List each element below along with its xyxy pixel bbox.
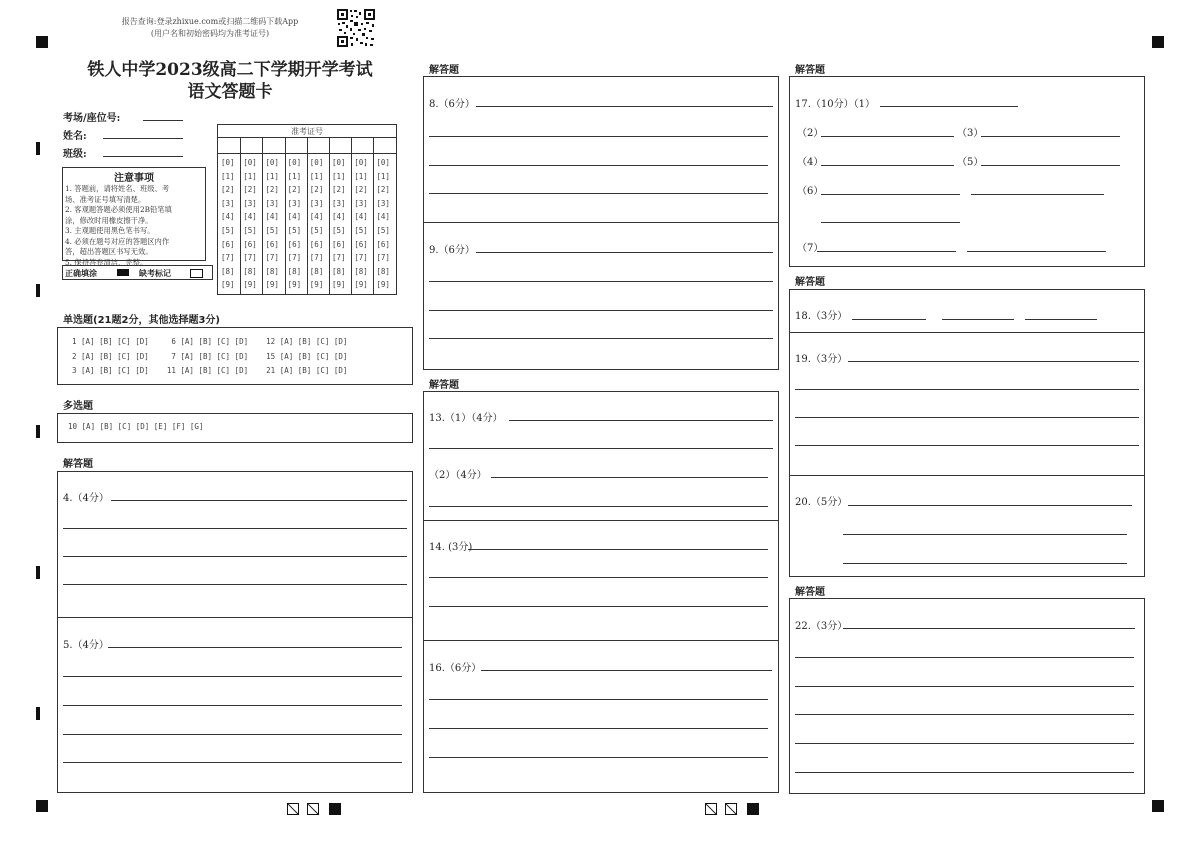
name-field[interactable] — [103, 138, 183, 139]
answer-line[interactable] — [843, 563, 1127, 564]
timing-mark — [36, 36, 48, 48]
question-label: 14. (3分) — [429, 542, 473, 553]
exam-id-digit-bubble[interactable]: [6] — [332, 239, 346, 249]
grid-column-divider — [351, 137, 352, 294]
answer-line[interactable] — [795, 743, 1134, 744]
exam-id-digit-bubble[interactable]: [2] — [332, 185, 346, 195]
answer-line[interactable] — [63, 528, 407, 529]
timing-mark — [1152, 800, 1164, 812]
timing-mark — [36, 425, 40, 438]
timing-mark — [36, 707, 40, 720]
answer-line[interactable] — [509, 420, 773, 421]
answer-line[interactable] — [795, 389, 1139, 390]
exam-id-digit-bubble[interactable]: [4] — [354, 212, 368, 222]
answer-line[interactable] — [817, 251, 956, 252]
notice-item: 3. 主观题使用黑色笔书写。 — [65, 226, 155, 235]
exam-id-digit-bubble[interactable]: [5] — [265, 226, 279, 235]
answer-line[interactable] — [843, 628, 1135, 629]
question-label: 4.（4分） — [63, 493, 109, 504]
question-label: 9.（6分） — [429, 245, 475, 256]
exam-id-digit-bubble[interactable]: [2] — [354, 185, 368, 195]
single-choice-box — [57, 327, 413, 385]
exam-id-digit-bubble[interactable]: [5] — [309, 226, 324, 235]
exam-id-digit-bubble[interactable]: [7] — [243, 253, 257, 263]
exam-id-digit-bubble[interactable]: [1] — [309, 171, 324, 181]
section-title: 解答题 — [63, 459, 93, 470]
choice-row[interactable]: 1 [A] [B] [C] [D] 6 [A] [B] [C] [D] 12 [A] [B] [C] [D] — [72, 337, 348, 346]
choice-row[interactable]: 10 [A] [B] [C] [D] [E] [F] [G] — [68, 422, 204, 431]
answer-line[interactable] — [108, 647, 402, 648]
question-label: （2） — [797, 128, 824, 139]
room-seat-field[interactable] — [143, 120, 183, 121]
notice-item: 4. 必须在题号对应的答题区内作 — [65, 236, 170, 246]
page-code-mark — [725, 803, 737, 815]
exam-id-digit-bubble[interactable]: [9] — [376, 280, 390, 290]
answer-line[interactable] — [429, 728, 768, 729]
answer-line[interactable] — [429, 165, 768, 166]
exam-id-digit-bubble[interactable]: [3] — [354, 198, 368, 208]
question-label: 19.（3分） — [795, 354, 848, 365]
question-label: 8.（6分） — [429, 99, 475, 110]
question-label: 13.（1）（4分） — [429, 413, 503, 424]
answer-line[interactable] — [429, 506, 768, 507]
question-label: （7） — [797, 243, 824, 254]
answer-line[interactable] — [821, 136, 954, 137]
class-label: 班级: — [63, 149, 87, 160]
answer-line[interactable] — [476, 252, 773, 253]
section-title: 解答题 — [795, 587, 825, 598]
exam-id-digit-bubble[interactable]: [8] — [332, 266, 346, 276]
answer-box-q8 — [423, 76, 779, 223]
exam-id-digit-bubble[interactable]: [6] — [243, 239, 257, 249]
answer-line[interactable] — [795, 714, 1134, 715]
answer-line[interactable] — [63, 705, 402, 706]
exam-id-digit-bubble[interactable]: [2] — [221, 185, 235, 195]
exam-id-digit-bubble[interactable]: [0] — [332, 158, 346, 167]
exam-id-digit-bubble[interactable]: [3] — [332, 198, 346, 208]
exam-id-digit-bubble[interactable]: [6] — [376, 239, 390, 249]
notice-item: 2. 客观题答题必须使用2B铅笔填 — [65, 205, 172, 214]
answer-line[interactable] — [821, 222, 960, 223]
exam-id-digit-bubble[interactable]: [4] — [332, 212, 346, 222]
answer-line[interactable] — [795, 657, 1134, 658]
question-label: 22.（3分） — [795, 621, 848, 632]
notice-item: 场、准考证号填写清楚。 — [65, 194, 146, 204]
exam-id-digit-bubble[interactable]: [3] — [287, 198, 302, 208]
answer-line[interactable] — [429, 699, 768, 700]
exam-id-digit-bubble[interactable]: [3] — [309, 198, 324, 208]
timing-mark — [1152, 36, 1164, 48]
answer-line[interactable] — [942, 319, 1014, 320]
answer-line[interactable] — [429, 193, 768, 194]
exam-id-digit-bubble[interactable]: [6] — [309, 239, 324, 249]
exam-id-digit-bubble[interactable]: [2] — [265, 185, 279, 195]
answer-line[interactable] — [843, 534, 1127, 535]
exam-id-digit-bubble[interactable]: [9] — [265, 280, 279, 290]
exam-id-digit-bubble[interactable]: [6] — [287, 239, 302, 249]
notice-item: 答，超出答题区书写无效。 — [65, 247, 153, 256]
page-code-mark — [705, 803, 717, 815]
answer-box-q20 — [789, 475, 1145, 577]
answer-box-q14 — [423, 520, 779, 641]
absent-mark-checkbox[interactable] — [190, 269, 203, 278]
answer-line[interactable] — [848, 361, 1139, 362]
exam-id-digit-bubble[interactable]: [4] — [265, 212, 279, 222]
exam-id-digit-bubble[interactable]: [1] — [287, 171, 302, 181]
answer-line[interactable] — [429, 757, 768, 758]
exam-id-digit-bubble[interactable]: [4] — [287, 212, 302, 222]
exam-id-digit-bubble[interactable]: [8] — [265, 266, 279, 276]
report-line-1: 报告查询:登录zhixue.com或扫描二维码下载App — [121, 17, 299, 26]
exam-id-digit-bubble[interactable]: [7] — [376, 253, 390, 263]
question-label: （4） — [797, 157, 824, 168]
correct-fill-swatch — [117, 269, 129, 276]
answer-line[interactable] — [63, 676, 402, 677]
answer-line[interactable] — [481, 670, 772, 671]
question-label: 18.（3分） — [795, 311, 848, 322]
exam-id-digit-bubble[interactable]: [1] — [354, 171, 368, 181]
exam-id-digit-bubble[interactable]: [8] — [287, 266, 302, 276]
exam-id-digit-bubble[interactable]: [7] — [221, 253, 235, 263]
answer-line[interactable] — [795, 445, 1139, 446]
page-code-mark — [329, 803, 341, 815]
absent-mark-label: 缺考标记 — [139, 268, 171, 278]
exam-id-digit-bubble[interactable]: [4] — [376, 212, 390, 222]
answer-line[interactable] — [852, 319, 926, 320]
grid-column-divider — [373, 137, 374, 294]
exam-id-digit-bubble[interactable]: [9] — [287, 280, 302, 290]
exam-id-digit-bubble[interactable]: [5] — [287, 226, 302, 235]
grid-column-divider — [240, 137, 241, 294]
answer-line[interactable] — [63, 762, 402, 763]
exam-id-digit-bubble[interactable]: [5] — [376, 226, 390, 235]
question-label: 17.（10分）（1） — [795, 99, 875, 110]
exam-id-digit-bubble[interactable]: [6] — [265, 239, 279, 249]
answer-line[interactable] — [795, 686, 1134, 687]
exam-id-digit-bubble[interactable]: [2] — [309, 185, 324, 195]
room-seat-label: 考场/座位号: — [63, 113, 121, 124]
answer-line[interactable] — [429, 448, 773, 449]
exam-id-digit-bubble[interactable]: [4] — [309, 212, 324, 222]
exam-id-digit-bubble[interactable]: [1] — [243, 171, 257, 181]
exam-id-digit-bubble[interactable]: [2] — [243, 185, 257, 195]
answer-line[interactable] — [981, 165, 1120, 166]
question-label: 5.（4分） — [63, 640, 109, 651]
answer-line[interactable] — [111, 500, 407, 501]
grid-column-divider — [329, 137, 330, 294]
exam-id-digit-bubble[interactable]: [0] — [221, 158, 235, 167]
answer-line[interactable] — [821, 194, 960, 195]
exam-id-digit-bubble[interactable]: [3] — [376, 198, 390, 208]
answer-line[interactable] — [795, 772, 1134, 773]
exam-id-digit-bubble[interactable]: [3] — [265, 198, 279, 208]
correct-fill-label: 正确填涂 — [65, 268, 97, 278]
answer-line[interactable] — [880, 106, 1018, 107]
report-info — [100, 16, 320, 40]
choice-row[interactable]: 2 [A] [B] [C] [D] 7 [A] [B] [C] [D] 15 [A] [B] [C] [D] — [72, 351, 348, 361]
multi-choice-box — [57, 413, 413, 443]
exam-id-digit-bubble[interactable]: [8] — [354, 266, 368, 276]
exam-id-digit-bubble[interactable]: [2] — [376, 185, 390, 195]
exam-id-label: 准考证号 — [291, 127, 323, 136]
exam-id-digit-bubble[interactable]: [7] — [332, 253, 346, 263]
exam-id-digit-bubble[interactable]: [9] — [309, 280, 324, 290]
exam-id-digit-bubble[interactable]: [0] — [309, 158, 324, 167]
exam-id-digit-bubble[interactable]: [7] — [309, 253, 324, 263]
exam-id-digit-bubble[interactable]: [5] — [221, 226, 235, 235]
exam-id-digit-bubble[interactable]: [2] — [287, 185, 302, 195]
answer-line[interactable] — [971, 194, 1104, 195]
timing-mark — [36, 800, 48, 812]
exam-id-digit-bubble[interactable]: [1] — [332, 171, 346, 181]
exam-id-digit-bubble[interactable]: [0] — [354, 158, 368, 167]
answer-line[interactable] — [429, 577, 768, 578]
answer-line[interactable] — [821, 165, 954, 166]
exam-id-digit-bubble[interactable]: [1] — [265, 171, 279, 181]
qr-code-icon — [336, 8, 376, 48]
section-title: 解答题 — [795, 65, 825, 76]
answer-box-q9 — [423, 222, 779, 370]
exam-id-digit-bubble[interactable]: [4] — [243, 212, 257, 222]
choice-row[interactable]: 3 [A] [B] [C] [D] 11 [A] [B] [C] [D] 21 [A] [B] [C] [D] — [72, 366, 348, 375]
exam-id-digit-bubble[interactable]: [3] — [243, 198, 257, 208]
exam-id-digit-bubble[interactable]: [5] — [332, 226, 346, 235]
exam-id-digit-bubble[interactable]: [8] — [221, 266, 235, 276]
grid-column-divider — [285, 137, 286, 294]
answer-line[interactable] — [429, 606, 768, 607]
exam-id-digit-bubble[interactable]: [9] — [243, 280, 257, 290]
exam-id-digit-bubble[interactable]: [8] — [243, 266, 257, 276]
fill-legend — [62, 265, 213, 280]
notice-box — [62, 167, 206, 267]
answer-line[interactable] — [476, 106, 773, 107]
notice-item: 1. 答题前，请将姓名、班级、考 — [65, 184, 170, 193]
single-choice-title: 单选题(21题2分，其他选择题3分) — [63, 315, 220, 326]
exam-id-grid — [217, 124, 397, 295]
answer-line[interactable] — [795, 417, 1139, 418]
exam-id-digit-bubble[interactable]: [1] — [376, 171, 390, 181]
exam-id-digit-bubble[interactable]: [9] — [221, 280, 235, 290]
exam-id-digit-bubble[interactable]: [3] — [221, 198, 235, 208]
name-label: 姓名: — [63, 131, 87, 142]
answer-line[interactable] — [429, 338, 773, 339]
question-label: （2）（4分） — [429, 470, 487, 481]
answer-line[interactable] — [1025, 319, 1097, 320]
grid-column-divider — [307, 137, 308, 294]
page-code-mark — [307, 803, 319, 815]
question-label: （6） — [797, 186, 824, 197]
exam-id-digit-bubble[interactable]: [9] — [332, 280, 346, 290]
answer-line[interactable] — [63, 556, 407, 557]
answer-line[interactable] — [468, 549, 768, 550]
class-field[interactable] — [103, 156, 183, 157]
exam-id-digit-bubble[interactable]: [1] — [221, 171, 235, 181]
exam-id-digit-bubble[interactable]: [8] — [309, 266, 324, 276]
answer-line[interactable] — [967, 251, 1106, 252]
exam-id-digit-bubble[interactable]: [0] — [287, 158, 302, 167]
answer-line[interactable] — [429, 310, 773, 311]
exam-id-digit-bubble[interactable]: [9] — [354, 280, 368, 290]
answer-line[interactable] — [63, 584, 407, 585]
timing-mark — [36, 566, 40, 579]
section-title: 解答题 — [429, 65, 459, 76]
exam-id-digit-bubble[interactable]: [7] — [354, 253, 368, 263]
grid-column-divider — [262, 137, 263, 294]
timing-mark — [36, 142, 40, 155]
exam-id-digit-bubble[interactable]: [0] — [265, 158, 279, 167]
exam-id-digit-bubble[interactable]: [6] — [354, 239, 368, 249]
notice-title: 注意事项 — [114, 173, 154, 184]
page-title — [70, 59, 390, 103]
notice-item: 涂，修改时用橡皮擦干净。 — [65, 215, 153, 225]
answer-box-q4 — [57, 471, 413, 618]
notice-item: 5. 保持答卷清洁、完整。 — [65, 257, 148, 267]
exam-id-digit-bubble[interactable]: [5] — [243, 226, 257, 235]
question-label: （5） — [957, 157, 984, 168]
answer-line[interactable] — [63, 734, 402, 735]
title-line-1: 铁人中学2023级高二下学期开学考试 — [87, 60, 373, 80]
exam-id-digit-bubble[interactable]: [5] — [354, 226, 368, 235]
exam-id-digit-bubble[interactable]: [0] — [376, 158, 390, 167]
question-label: 20.（5分） — [795, 497, 848, 508]
exam-id-digit-bubble[interactable]: [8] — [376, 266, 390, 276]
answer-line[interactable] — [981, 136, 1120, 137]
answer-line[interactable] — [491, 477, 768, 478]
multi-choice-title: 多选题 — [63, 401, 93, 412]
exam-id-digit-bubble[interactable]: [7] — [265, 253, 279, 263]
answer-line[interactable] — [429, 281, 773, 282]
report-line-2: (用户名和初始密码均为准考证号) — [150, 29, 270, 38]
answer-line[interactable] — [848, 505, 1132, 506]
timing-mark — [36, 284, 40, 297]
question-label: 16.（6分） — [429, 663, 482, 674]
exam-id-digit-bubble[interactable]: [6] — [221, 239, 235, 249]
answer-line[interactable] — [429, 136, 768, 137]
exam-id-digit-bubble[interactable]: [0] — [243, 158, 257, 167]
exam-id-digit-bubble[interactable]: [4] — [221, 212, 235, 222]
page-code-mark — [287, 803, 299, 815]
section-title: 解答题 — [795, 277, 825, 288]
question-label: （3） — [957, 128, 984, 139]
title-line-2: 语文答题卡 — [187, 82, 273, 102]
section-title: 解答题 — [429, 380, 459, 391]
exam-id-digit-bubble[interactable]: [7] — [287, 253, 302, 263]
page-code-mark — [747, 803, 759, 815]
